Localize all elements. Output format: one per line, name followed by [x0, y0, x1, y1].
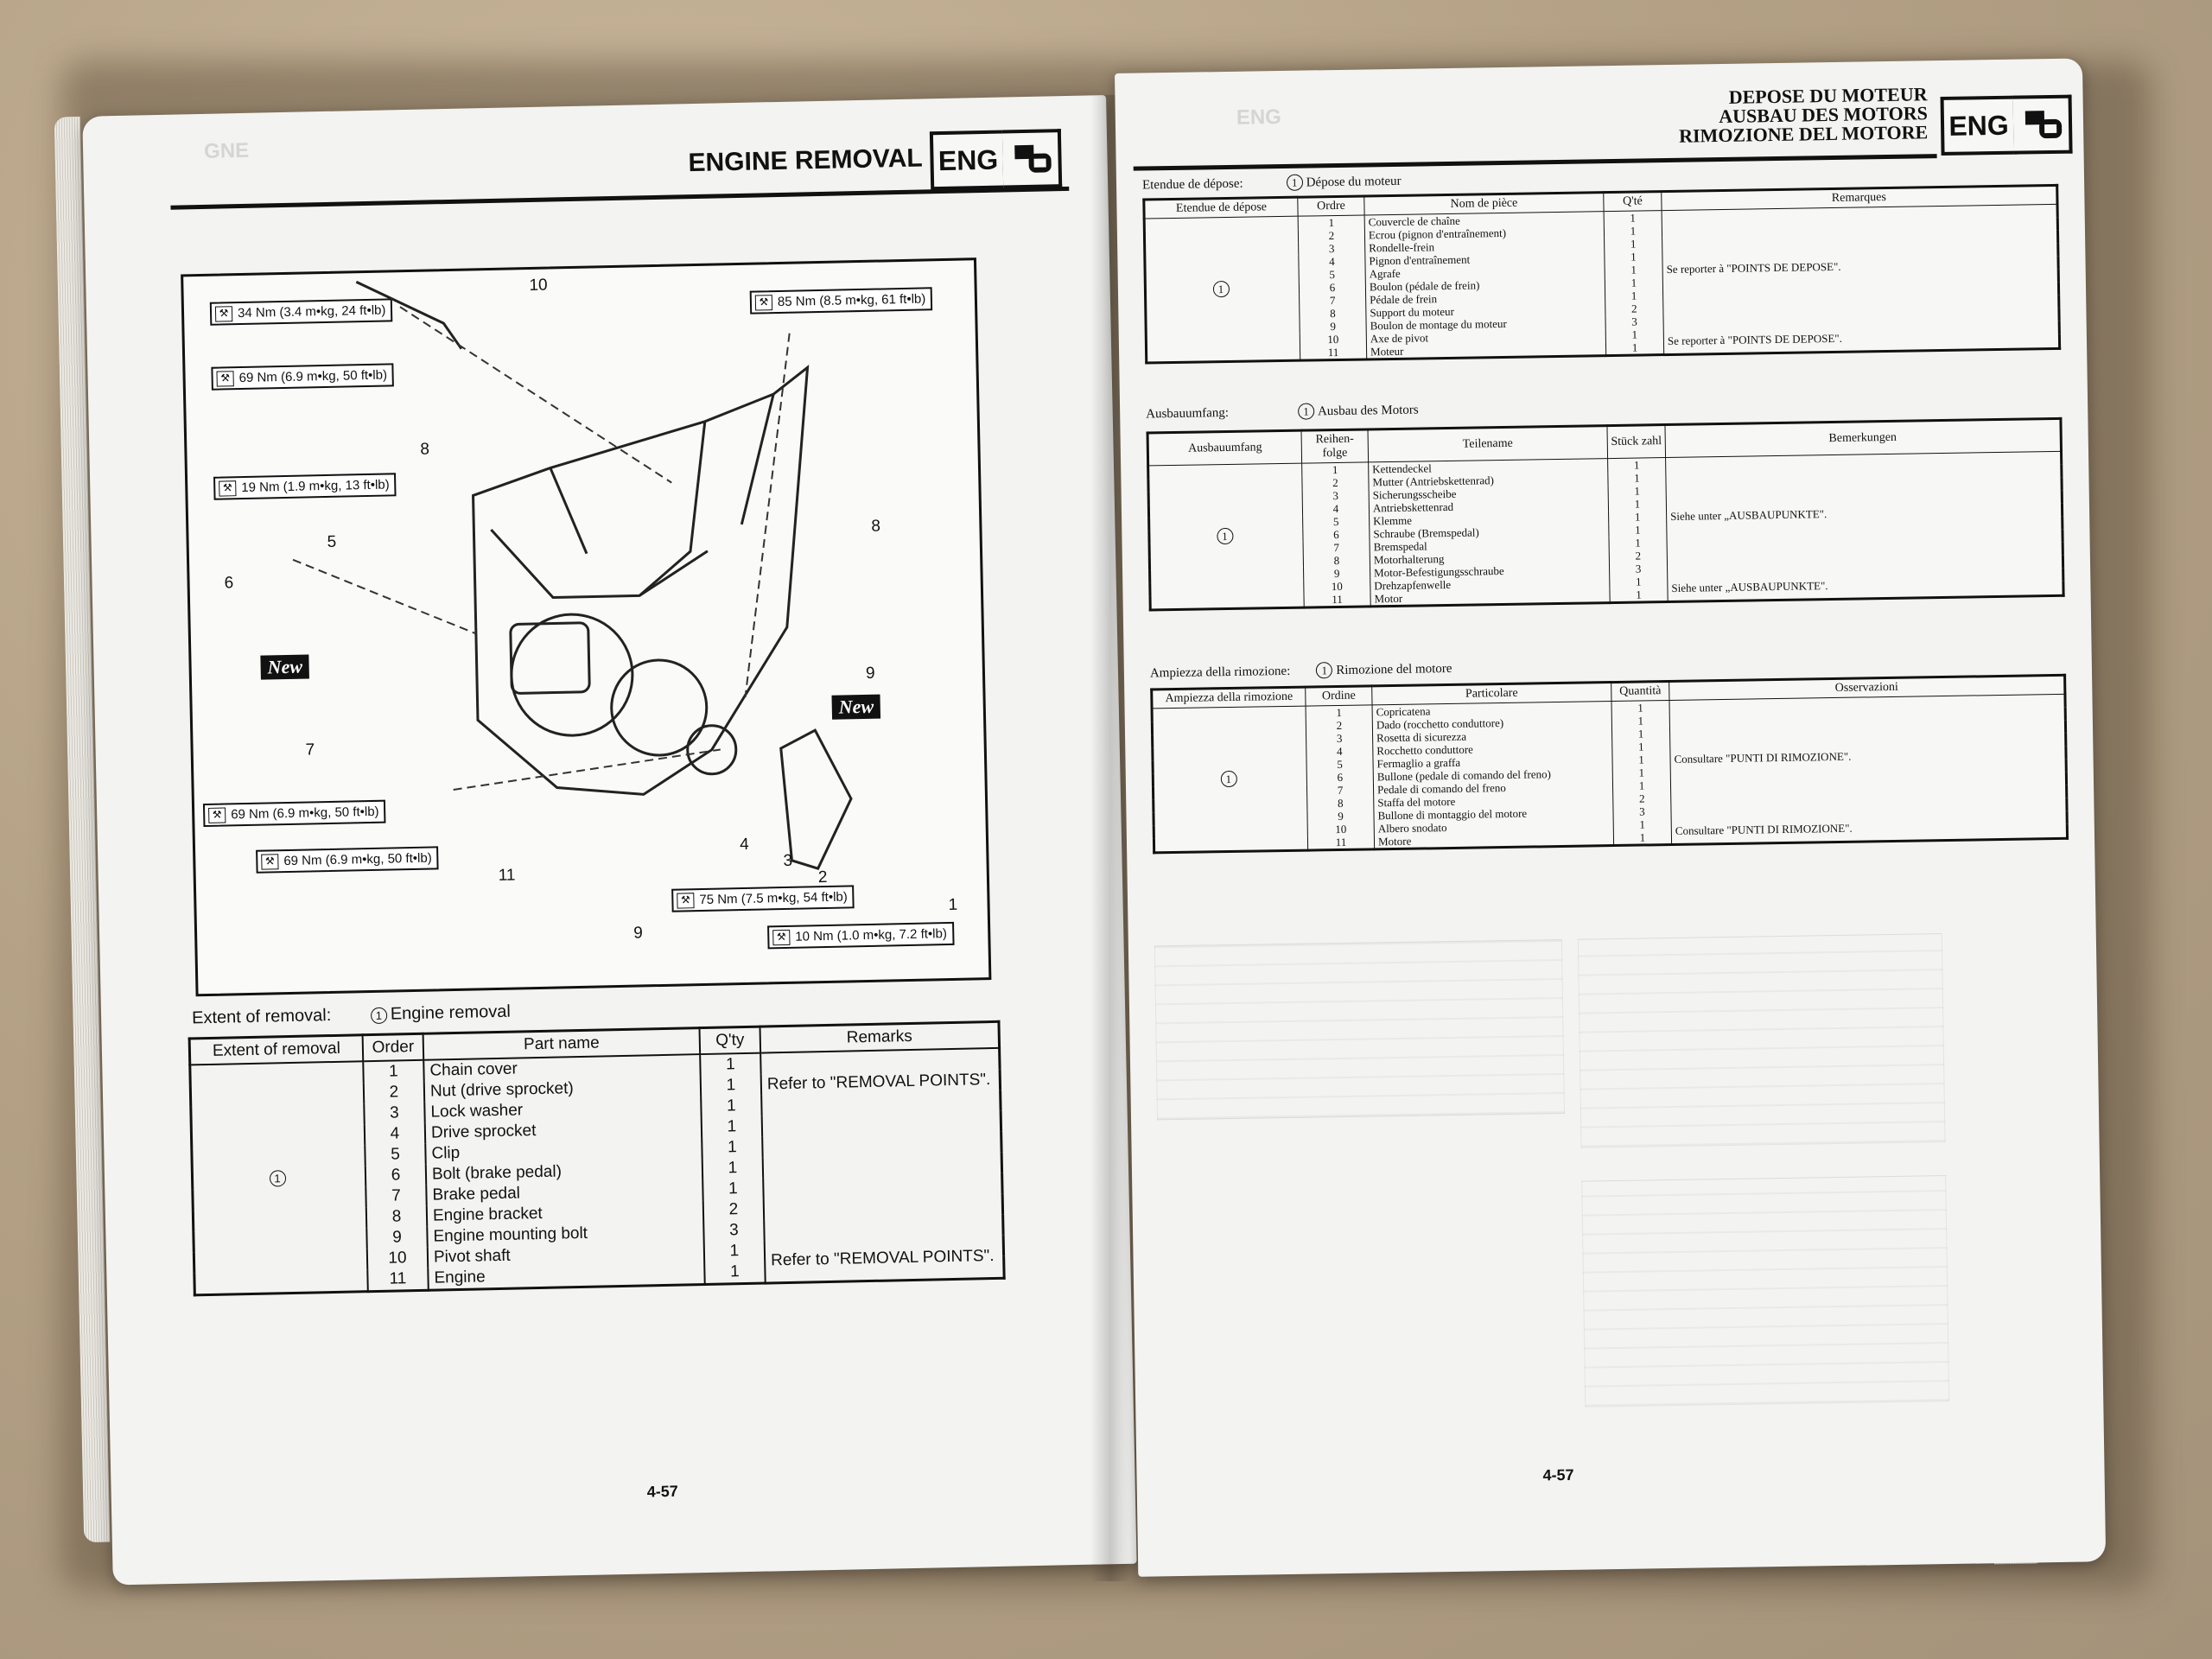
col-header: Ordine [1306, 686, 1372, 706]
part-name-cell: Pédale de frein [1366, 289, 1605, 306]
part-name-cell: Bullone di montaggio del motore [1374, 805, 1613, 822]
qty-cell: 2 [703, 1199, 764, 1221]
left-page-title: ENGINE REMOVAL [688, 143, 923, 178]
col-header: Reihen-folge [1301, 429, 1369, 463]
qty-cell: 1 [1610, 588, 1668, 603]
qty-cell: 1 [702, 1116, 762, 1138]
wrench-icon: ⚒ [677, 893, 694, 908]
qty-cell: 1 [1608, 458, 1666, 473]
part-name-cell: Rosetta di sicurezza [1372, 728, 1611, 744]
part-name-cell: Kettendeckel [1369, 459, 1608, 476]
title-german: AUSBAU DES MOTORS [1719, 102, 1929, 128]
extent-cell: 1 [1148, 463, 1305, 610]
part-callout: 10 [529, 276, 548, 296]
order-cell: 3 [1306, 731, 1373, 745]
qty-cell: 1 [1605, 250, 1662, 264]
removal-parts-table [188, 1020, 1006, 1297]
order-cell: 3 [364, 1103, 424, 1124]
qty-cell: 1 [1610, 575, 1668, 588]
col-header: Bemerkungen [1665, 418, 2062, 457]
part-callout: 8 [420, 440, 430, 459]
order-cell: 2 [1298, 228, 1364, 242]
col-header: Etendue de dépose [1144, 197, 1298, 219]
col-header: Quantità [1611, 682, 1669, 702]
part-name-cell: Ecrou (pignon d'entraînement) [1364, 225, 1604, 241]
order-cell: 4 [365, 1123, 425, 1145]
exploded-engine-diagram [181, 257, 991, 996]
qty-cell: 1 [1609, 536, 1667, 550]
remarks-cell: Se reporter à "POINTS DE DEPOSE". [1663, 321, 2059, 355]
order-cell: 3 [1299, 241, 1365, 255]
qty-cell: 1 [1612, 740, 1670, 753]
order-cell: 2 [1302, 475, 1369, 489]
part-name-cell: Staffa del motore [1374, 792, 1613, 809]
col-header-part-name: Part name [423, 1028, 701, 1060]
qty-cell: 1 [1605, 237, 1662, 251]
engine-section-icon [2013, 99, 2069, 151]
col-header: Stück zahl [1607, 425, 1666, 459]
order-cell: 1 [1298, 215, 1364, 230]
wrench-icon: ⚒ [261, 854, 278, 869]
qty-cell: 1 [1604, 224, 1662, 238]
remarks-cell: Consultare "PUNTI DI RIMOZIONE". [1669, 694, 2067, 817]
order-cell: 1 [1302, 462, 1369, 477]
order-cell: 6 [1299, 280, 1365, 294]
qty-cell: 1 [1613, 817, 1671, 831]
part-callout: 3 [783, 851, 793, 871]
fr-extent-label: Etendue de dépose: 1 Dépose du moteur [1141, 174, 1402, 193]
col-header-order: Order [363, 1033, 424, 1061]
qty-cell: 1 [702, 1137, 762, 1159]
col-header-extent: Extent of removal [189, 1035, 363, 1065]
part-callout: 2 [817, 868, 828, 887]
part-name-cell: Boulon de montage du moteur [1366, 315, 1605, 332]
order-cell: 10 [367, 1248, 428, 1269]
part-name-cell: Chain cover [423, 1054, 700, 1082]
remarks-cell: Siehe unter „AUSBAUPUNKTE". [1666, 451, 2063, 575]
col-header: Q'té [1604, 192, 1662, 212]
col-header: Remarques [1662, 185, 2057, 210]
part-name-cell: Drehzapfenwelle [1370, 575, 1610, 592]
left-page [82, 95, 1136, 1585]
german-parts-table [1147, 417, 2065, 612]
part-name-cell: Klemme [1370, 511, 1609, 527]
qty-cell: 1 [1608, 471, 1666, 485]
qty-cell: 1 [1611, 727, 1669, 741]
qty-cell: 1 [1612, 766, 1670, 779]
order-cell: 11 [367, 1268, 429, 1292]
torque-spec: ⚒ 34 Nm (3.4 m•kg, 24 ft•lb) [210, 298, 393, 325]
qty-cell: 1 [704, 1262, 766, 1285]
qty-cell: 3 [1609, 562, 1667, 575]
order-cell: 8 [1300, 306, 1366, 320]
bleed-through-block [1154, 939, 1565, 1120]
qty-cell: 1 [1605, 289, 1662, 302]
qty-cell: 1 [1612, 779, 1670, 792]
order-cell: 7 [365, 1185, 426, 1207]
bleed-through-figure [1578, 933, 1946, 1148]
order-cell: 6 [1306, 770, 1373, 784]
part-callout: 11 [498, 866, 516, 885]
part-name-cell: Couvercle de chaîne [1364, 212, 1604, 229]
order-cell: 8 [1303, 553, 1370, 567]
bleed-through-text: ENG [1236, 105, 1282, 130]
header-rule [170, 187, 1069, 210]
part-name-cell: Axe de pivot [1366, 328, 1605, 345]
col-header-remarks: Remarks [760, 1021, 999, 1052]
remarks-cell: Siehe unter „AUSBAUPUNKTE". [1668, 569, 2063, 602]
part-name-cell: Motorhalterung [1370, 550, 1609, 566]
bleed-through-text: GNE [203, 138, 250, 163]
part-name-cell: Engine mounting bolt [427, 1221, 703, 1248]
order-cell: 4 [1302, 501, 1369, 515]
extent-cell: 1 [1144, 216, 1300, 363]
extent-cell [190, 1061, 368, 1295]
wrench-icon: ⚒ [208, 808, 226, 823]
part-callout: 9 [632, 924, 643, 943]
wrench-icon: ⚒ [772, 930, 790, 945]
qty-cell: 1 [1612, 753, 1670, 766]
part-name-cell: Agrafe [1365, 264, 1605, 280]
remarks-cell: Consultare "PUNTI DI RIMOZIONE". [1671, 811, 2067, 845]
part-callout: 7 [305, 741, 315, 760]
order-cell: 11 [1300, 345, 1366, 360]
part-name-cell: Drive sprocket [425, 1117, 702, 1144]
part-name-cell: Bullone (pedale di comando del freno) [1373, 766, 1612, 783]
qty-cell: 1 [702, 1158, 763, 1179]
italian-parts-table [1150, 674, 2069, 855]
qty-cell: 1 [1613, 830, 1671, 846]
order-cell: 6 [365, 1165, 426, 1186]
part-name-cell: Dado (rocchetto conduttore) [1372, 715, 1611, 731]
qty-cell: 3 [1613, 804, 1671, 818]
order-cell: 10 [1300, 332, 1366, 346]
order-cell: 1 [363, 1060, 424, 1083]
col-header: Ampiezza della rimozione [1152, 687, 1306, 709]
col-header-qty: Q'ty [700, 1027, 761, 1054]
qty-cell: 1 [1608, 484, 1666, 498]
wrench-icon: ⚒ [219, 480, 236, 496]
order-cell: 6 [1303, 527, 1370, 541]
torque-spec: ⚒ 75 Nm (7.5 m•kg, 54 ft•lb) [671, 885, 855, 912]
part-callout: 5 [327, 532, 337, 551]
col-header: Osservazioni [1669, 675, 2065, 700]
part-name-cell: Nut (drive sprocket) [424, 1076, 701, 1103]
wrench-icon: ⚒ [215, 306, 232, 321]
qty-cell: 1 [701, 1096, 761, 1117]
col-header: Nom de pièce [1364, 193, 1604, 215]
order-cell: 5 [1303, 514, 1370, 528]
part-name-cell: Antriebskettenrad [1369, 498, 1608, 514]
order-cell: 2 [1306, 718, 1372, 732]
order-cell: 9 [366, 1227, 427, 1249]
part-name-cell: Bremspedal [1370, 537, 1609, 553]
order-cell: 8 [1307, 796, 1374, 810]
col-header: Teilename [1368, 426, 1608, 462]
qty-cell: 2 [1609, 549, 1667, 563]
extent-cell: 1 [1152, 706, 1308, 853]
title-french: DEPOSE DU MOTEUR [1728, 83, 1928, 108]
engine-section-icon-box [2013, 95, 2073, 155]
order-cell: 7 [1300, 293, 1366, 307]
remarks-cell: Refer to "REMOVAL POINTS". [765, 1236, 1004, 1283]
qty-cell: 1 [702, 1179, 763, 1200]
qty-cell: 1 [1609, 510, 1667, 524]
title-italian: RIMOZIONE DEL MOTORE [1678, 121, 1929, 147]
order-cell: 5 [1299, 267, 1365, 281]
part-name-cell: Clip [425, 1138, 702, 1165]
part-name-cell: Copricatena [1372, 702, 1611, 719]
col-header: Ausbauumfang [1147, 430, 1302, 466]
remarks-cell: Se reporter à "POINTS DE DEPOSE". [1662, 204, 2059, 327]
part-name-cell: Rocchetto conduttore [1373, 741, 1612, 757]
part-name-cell: Motore [1374, 831, 1613, 849]
it-extent-label: Ampiezza della rimozione: 1 Rimozione del motore [1149, 661, 1452, 681]
part-name-cell: Mutter (Antriebskettenrad) [1369, 472, 1608, 488]
right-page [1115, 58, 2106, 1576]
order-cell: 9 [1307, 809, 1374, 823]
order-cell: 11 [1307, 835, 1374, 850]
part-name-cell: Boulon (pédale de frein) [1365, 276, 1605, 293]
order-cell: 5 [365, 1144, 425, 1166]
part-callout: 9 [865, 664, 875, 683]
qty-cell: 1 [1608, 497, 1666, 511]
part-name-cell: Support du moteur [1366, 302, 1605, 319]
page-number: 4-57 [1542, 1465, 1574, 1484]
wrench-icon: ⚒ [755, 295, 772, 310]
qty-cell: 1 [1611, 714, 1669, 728]
qty-cell: 1 [1605, 327, 1663, 341]
order-cell: 9 [1300, 319, 1366, 333]
new-part-tag: New [831, 695, 880, 720]
part-name-cell: Moteur [1366, 341, 1605, 359]
part-name-cell: Bolt (brake pedal) [426, 1159, 702, 1185]
part-name-cell: Engine [428, 1262, 704, 1290]
order-cell: 7 [1303, 540, 1370, 554]
order-cell: 4 [1306, 744, 1373, 758]
part-name-cell: Schraube (Bremspedal) [1370, 524, 1609, 540]
part-callout: 4 [739, 835, 749, 855]
eng-section-label: ENG [1941, 96, 2018, 156]
qty-cell: 1 [1605, 263, 1662, 276]
de-extent-label: Ausbauumfang: 1 Ausbau des Motors [1146, 403, 1419, 422]
qty-cell: 1 [701, 1075, 761, 1096]
part-name-cell: Motor [1370, 588, 1610, 607]
remarks-cell: Refer to "REMOVAL POINTS". [760, 1048, 1003, 1241]
wrench-icon: ⚒ [216, 371, 233, 386]
qty-cell: 1 [704, 1241, 765, 1262]
qty-cell: 2 [1605, 302, 1663, 315]
qty-cell: 1 [1609, 523, 1667, 537]
col-header: Ordre [1298, 196, 1364, 216]
part-name-cell: Pedale di comando del freno [1373, 779, 1612, 796]
part-name-cell: Sicherungsscheibe [1369, 485, 1608, 501]
part-name-cell: Lock washer [424, 1096, 701, 1123]
qty-cell: 1 [1604, 211, 1662, 226]
qty-cell: 1 [700, 1053, 761, 1076]
eng-section-label: ENG [930, 130, 1007, 190]
order-cell: 1 [1306, 705, 1372, 720]
order-cell: 10 [1304, 579, 1370, 593]
part-name-cell: Pignon d'entraînement [1365, 251, 1605, 267]
order-cell: 2 [364, 1082, 424, 1103]
part-name-cell: Pivot shaft [428, 1242, 704, 1268]
torque-spec: ⚒ 69 Nm (6.9 m•kg, 50 ft•lb) [211, 363, 394, 390]
qty-cell: 2 [1613, 791, 1671, 805]
page-number: 4-57 [646, 1482, 678, 1501]
qty-cell: 1 [1611, 701, 1669, 715]
part-name-cell: Albero snodato [1374, 818, 1613, 835]
part-name-cell: Brake pedal [426, 1179, 702, 1206]
engine-section-icon [1002, 132, 1058, 185]
torque-spec: ⚒ 69 Nm (6.9 m•kg, 50 ft•lb) [203, 800, 386, 827]
order-cell: 8 [366, 1206, 427, 1228]
torque-spec: ⚒ 69 Nm (6.9 m•kg, 50 ft•lb) [256, 846, 439, 873]
engine-section-icon-box [1002, 129, 1062, 188]
qty-cell: 3 [703, 1220, 764, 1242]
order-cell: 3 [1302, 488, 1369, 502]
order-cell: 4 [1299, 254, 1365, 268]
right-page-titles [1443, 85, 1928, 149]
french-parts-table [1142, 184, 2061, 365]
torque-spec: ⚒ 10 Nm (1.0 m•kg, 7.2 ft•lb) [767, 922, 954, 950]
torque-spec: ⚒ 85 Nm (8.5 m•kg, 61 ft•lb) [750, 287, 933, 314]
part-callout: 1 [948, 895, 958, 915]
torque-spec: ⚒ 19 Nm (1.9 m•kg, 13 ft•lb) [213, 473, 397, 499]
part-name-cell: Rondelle-frein [1365, 238, 1605, 254]
part-callout: 8 [871, 517, 881, 536]
qty-cell: 1 [1605, 276, 1662, 289]
part-callout: 6 [224, 574, 234, 593]
part-name-cell: Fermaglio a graffa [1373, 753, 1612, 770]
part-name-cell: Motor-Befestigungsschraube [1370, 563, 1609, 579]
extent-of-removal-label: Extent of removal: 1 Engine removal [191, 1001, 512, 1028]
order-cell: 9 [1304, 566, 1370, 580]
order-cell: 7 [1306, 783, 1373, 797]
col-header: Particolare [1372, 683, 1611, 705]
bleed-through-figure [1581, 1175, 1949, 1408]
part-name-cell: Engine bracket [427, 1200, 703, 1227]
order-cell: 10 [1307, 822, 1374, 836]
qty-cell: 3 [1605, 315, 1663, 328]
order-cell: 5 [1306, 757, 1373, 771]
header-rule [1134, 154, 1937, 171]
qty-cell: 1 [1605, 340, 1663, 356]
new-part-tag: New [260, 654, 309, 679]
order-cell: 11 [1304, 592, 1370, 607]
extent-marker: 1 [269, 1170, 285, 1186]
